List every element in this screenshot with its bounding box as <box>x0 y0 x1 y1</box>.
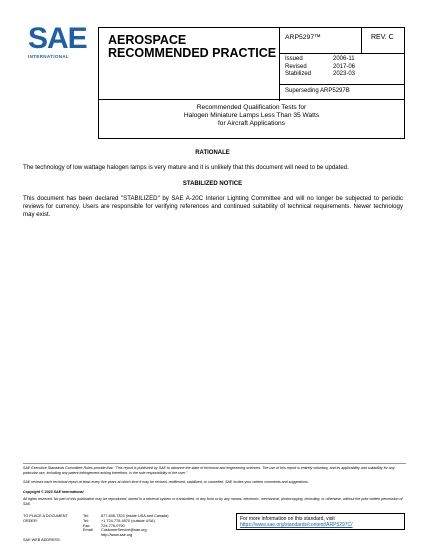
date-table <box>285 56 355 79</box>
title-line-2: RECOMMENDED PRACTICE <box>108 46 277 60</box>
contact-value[interactable]: CustomerService@sae.org <box>101 528 147 533</box>
doc-title-line-1: Recommended Qualification Tests for <box>196 104 307 111</box>
footer-review: SAE reviews each technical report at least every five years at which time it may be revised, reaffirmed, stabilized, or cancelled. SAE invites your written comments and suggestions. <box>23 480 309 484</box>
order-label: TO PLACE A DOCUMENT ORDER: <box>23 514 68 523</box>
more-info-box <box>236 513 405 530</box>
doc-title-line-2: Halogen Miniature Lamps Less Than 35 Watts <box>183 112 320 119</box>
contact-key: Email: <box>83 528 94 533</box>
rationale-heading: RATIONALE <box>195 150 230 156</box>
date-value: 2023-03 <box>333 71 356 78</box>
more-info-text: For more information on this standard, visit <box>240 516 335 522</box>
stabilized-heading: STABILIZED NOTICE <box>182 181 243 187</box>
date-value: 2006-11 <box>333 56 355 62</box>
logo-mark: SAE <box>28 22 87 55</box>
contact-key: Fax: <box>83 523 91 528</box>
footer-rights: All rights reserved. No part of this publication may be reproduced, stored in a retrieval system or transmitted, in any form or by any means, electronic, mechanical, photocopying, recording, or otherwise, without the prior written permission of SAE. <box>23 497 403 506</box>
contact-key: Tel: <box>83 518 89 523</box>
footer-copyright: Copyright © 2023 SAE International <box>23 490 84 494</box>
sae-logo <box>28 24 88 64</box>
standard-link[interactable]: https://www.sae.org/standards/content/ARP5297C/ <box>240 522 353 528</box>
title-line-1: AEROSPACE <box>108 33 187 47</box>
stabilized-text: This document has been declared "STABILIZED" by SAE A-20C Interior Lighting Committee and will no longer be subjected to periodic reviews for currency. Users are responsible for verifying references and continued suitability of technical requirements. Newer technology may exist. <box>23 195 403 218</box>
doc-title-line-3: for Aircraft Applications <box>217 120 286 127</box>
contact-value[interactable]: http://www.sae.org <box>101 533 133 538</box>
date-label: Stabilized <box>285 71 312 78</box>
revision-label: REV. C <box>371 34 394 41</box>
footer-rules: SAE Executive Standards Committee Rules provide that: "This report is published by SAE to advance the state of technical and engineering sciences. The use of this report is entirely voluntary, and its applicability and suitability for any particular use, including any patent infringement arising therefrom, is the sole responsibility of the user." <box>23 466 395 475</box>
contact-value: +1 724-776-4970 (outside USA) <box>101 518 155 523</box>
logo-subtitle: INTERNATIONAL <box>28 54 70 59</box>
rationale-text: The technology of low wattage halogen lamps is very mature and it is unlikely that this document will need to be updated. <box>23 164 349 171</box>
document-type <box>108 34 276 60</box>
superseding-note: Superseding ARP5297B <box>285 88 350 94</box>
document-title-box <box>98 99 405 139</box>
footer-divider <box>23 463 406 464</box>
sae-web-address-label: SAE WEB ADDRESS: <box>23 538 61 542</box>
date-value: 2017-06 <box>333 63 356 70</box>
date-label: Revised <box>285 63 307 70</box>
contact-key: Tel: <box>83 514 89 518</box>
date-label: Issued <box>285 56 303 62</box>
header-box <box>98 27 405 100</box>
contact-value: 724-776-0790 <box>101 523 125 528</box>
contact-value: 877-606-7323 (inside USA and Canada) <box>101 514 169 518</box>
document-number: ARP5297™ <box>285 34 321 41</box>
